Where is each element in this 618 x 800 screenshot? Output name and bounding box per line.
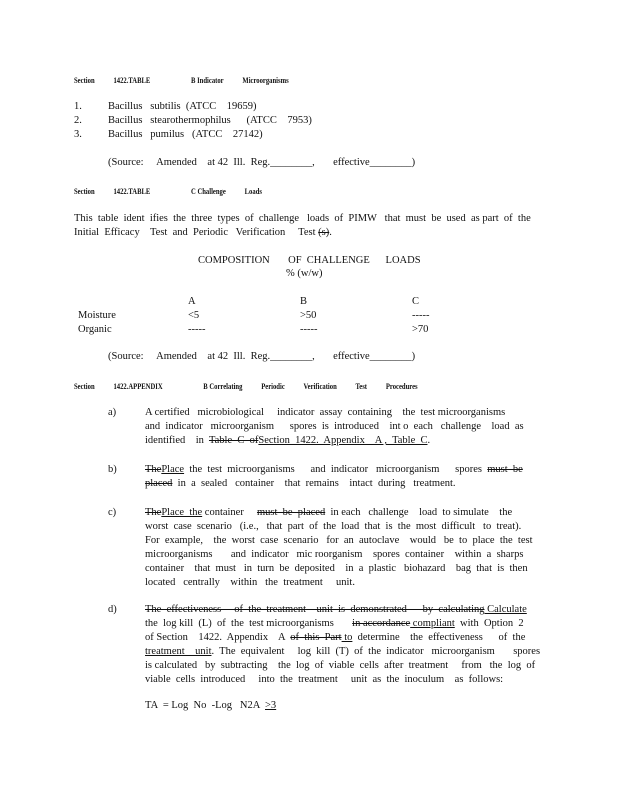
section-title-part: C Challenge (191, 186, 226, 196)
struck-text: must be (487, 464, 523, 475)
item-label: d) (108, 604, 117, 615)
row-label: Moisture (78, 310, 116, 321)
item-line: worst case scenario (i.e., that part of the load that is the most difficult to treat). (145, 521, 522, 532)
item-line: viable cells introduced into the treatment unit as the inoculum as follows: (145, 674, 504, 685)
item-text: . (427, 435, 431, 446)
section-heading-appendix-b (74, 381, 435, 391)
list-item: Bacillus subtilis (ATCC 19659) (108, 101, 257, 112)
list-item: Bacillus stearothermophilus (ATCC 7953) (108, 115, 312, 126)
inserted-text: to (341, 632, 353, 643)
item-text: with Option 2 (454, 618, 524, 629)
struck-text: placed (145, 478, 173, 489)
inserted-text: treatment unit (145, 646, 212, 657)
column-header: B (300, 296, 308, 307)
list-number: 2. (74, 115, 82, 126)
section-number: 1422.TABLE (113, 75, 151, 85)
item-line (145, 618, 524, 629)
section-number: 1422.APPENDIX (113, 381, 163, 391)
table-cell: <5 (188, 310, 200, 321)
source-note: (Source: Amended at 42 Ill. Reg.________, effective________) (108, 351, 416, 362)
item-line (145, 604, 527, 615)
section-title-part: Test (355, 381, 368, 391)
row-label: Organic (78, 324, 112, 335)
item-label: b) (108, 464, 117, 475)
formula (145, 700, 276, 711)
section-word: Section (74, 75, 95, 85)
table-cell: ----- (412, 310, 430, 321)
section-title-part: Loads (244, 186, 262, 196)
section-title-part: Periodic (261, 381, 285, 391)
item-line (145, 464, 523, 475)
table-cell: >70 (412, 324, 429, 335)
item-label: c) (108, 507, 117, 518)
table-cell: >50 (300, 310, 317, 321)
item-line: A certified microbiological indicator assay containing the test microorganisms (145, 407, 506, 418)
section-word: Section (74, 381, 95, 391)
intro-line (74, 227, 332, 238)
struck-text: (s) (318, 227, 330, 238)
section-word: Section (74, 186, 95, 196)
item-line (145, 632, 525, 643)
section-title-part: B Correlating (203, 381, 243, 391)
struck-text: of this Part (290, 632, 342, 643)
inserted-text: Section 1422. Appendix A , Table C (258, 435, 428, 446)
intro-text: Initial Efficacy Test and Periodic Verification Test (74, 227, 319, 238)
item-text: the test microorganisms and indicator microorganism spores (184, 464, 488, 475)
item-line: microorganisms and indicator mic roorganism spores container within a sharps (145, 549, 524, 560)
section-title-part: B Indicator (191, 75, 224, 85)
section-title-part: Verification (303, 381, 337, 391)
table-subtitle: % (w/w) (286, 268, 323, 279)
inserted-text: compliant (410, 618, 455, 629)
struck-text: The (145, 464, 162, 475)
item-text: in each challenge load to simulate the (325, 507, 513, 518)
section-heading-table-b (74, 75, 306, 85)
item-line: and indicator microorganism spores is introduced int o each challenge load as (145, 421, 524, 432)
section-title-part: Procedures (385, 381, 418, 391)
item-line (145, 507, 512, 518)
source-note: (Source: Amended at 42 Ill. Reg.________, effective________) (108, 157, 416, 168)
column-header: A (188, 296, 196, 307)
struck-text: must be placed (256, 507, 326, 518)
item-text: of Section 1422. Appendix A (145, 632, 291, 643)
section-heading-table-c (74, 186, 279, 196)
item-line: For example, the worst case scenario for an autoclave would be to place the test (145, 535, 533, 546)
struck-text: in accordance (352, 618, 411, 629)
item-text: identified in (145, 435, 209, 446)
struck-text: The effectiveness of the treatment unit is demonstrated by calculating (145, 604, 485, 615)
item-label: a) (108, 407, 117, 418)
section-title-part: Microorganisms (242, 75, 289, 85)
item-text: the log kill (L) of the test microorganisms (145, 618, 353, 629)
item-line: is calculated by subtracting the log of viable cells after treatment from the log of (145, 660, 536, 671)
inserted-text: Place the (161, 507, 203, 518)
table-cell: ----- (300, 324, 318, 335)
struck-text: Table C of (208, 435, 259, 446)
inserted-text: Calculate (484, 604, 527, 615)
list-number: 1. (74, 101, 82, 112)
inserted-text: Place (161, 464, 185, 475)
item-text: determine the effectiveness of the (352, 632, 526, 643)
section-number: 1422.TABLE (113, 186, 151, 196)
item-text: . The equivalent log kill (T) of the indicator microorganism spores (211, 646, 541, 657)
table-cell: ----- (188, 324, 206, 335)
item-text: container (202, 507, 257, 518)
intro-line: This table ident ifies the three types of challenge loads of PIMW that must be used as part of the (74, 213, 531, 224)
intro-text: . (329, 227, 332, 238)
struck-text: The (145, 507, 162, 518)
formula-threshold: >3 (265, 700, 277, 711)
column-header: C (412, 296, 420, 307)
item-line (145, 478, 456, 489)
item-text: in a sealed container that remains intact during treatment. (172, 478, 456, 489)
item-line (145, 646, 540, 657)
list-item: Bacillus pumilus (ATCC 27142) (108, 129, 263, 140)
table-title: COMPOSITION OF CHALLENGE LOADS (198, 255, 421, 266)
formula-text: TA = Log No -Log N2A (145, 700, 265, 711)
list-number: 3. (74, 129, 82, 140)
item-line: container that must in turn be deposited in a plastic biohazard bag that is then (145, 563, 528, 574)
item-line: located centrally within the treatment unit. (145, 577, 355, 588)
item-line (145, 435, 430, 446)
